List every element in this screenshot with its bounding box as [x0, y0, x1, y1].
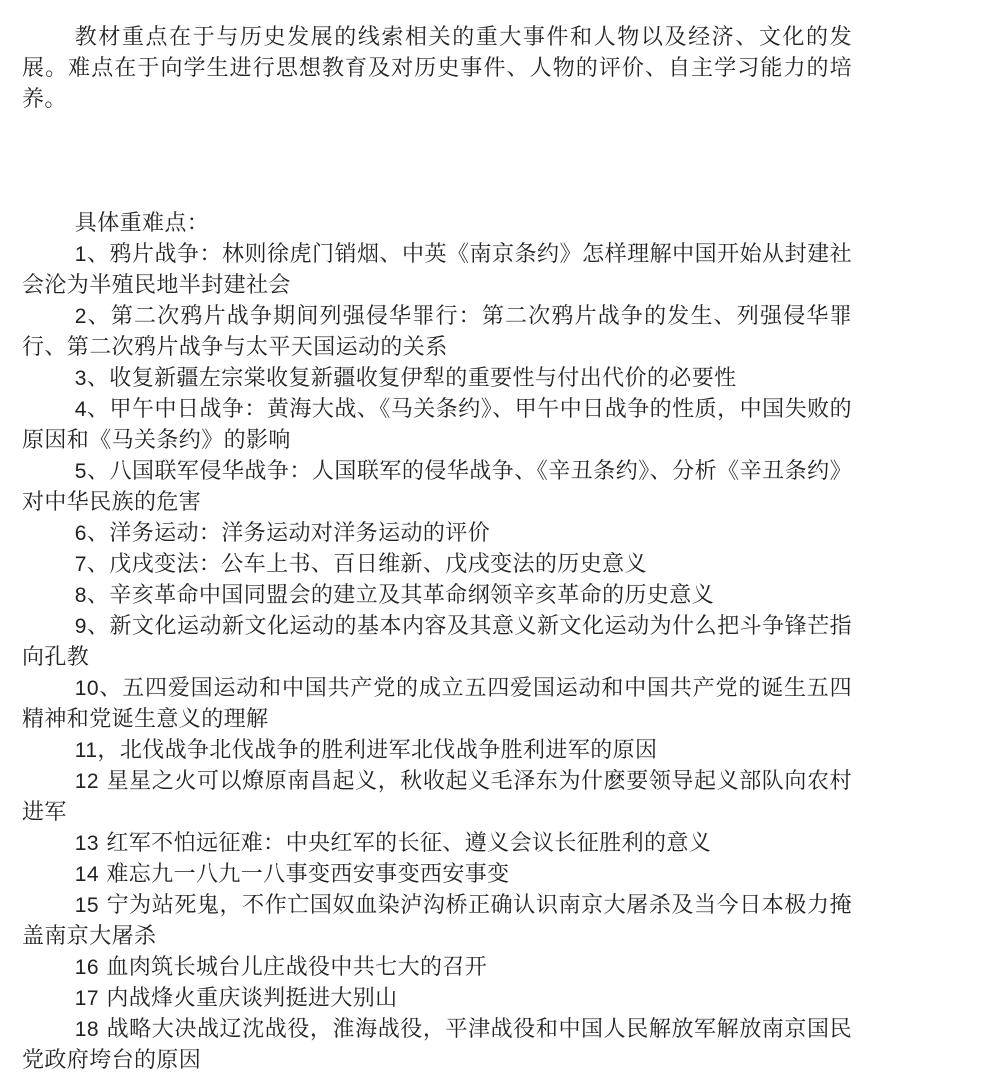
list-item	[22, 549, 852, 580]
item-text: 第二次鸦片战争期间列强侵华罪行：第二次鸦片战争的发生、列强侵华罪行、第二次鸦片战争与太平天国运动的关系	[22, 304, 852, 360]
item-number: 11	[74, 739, 98, 762]
list-item	[22, 1014, 852, 1076]
item-text: 内战烽火重庆谈判挺进大别山	[106, 986, 398, 1011]
item-separator: 、	[86, 366, 110, 391]
list-item	[22, 580, 852, 611]
item-text: 难忘九一八九一八事变西安事变西安事变	[106, 862, 510, 887]
item-number: 17	[74, 987, 99, 1010]
item-separator: 、	[86, 614, 110, 639]
item-text: 北伐战争北伐战争的胜利进军北伐战争胜利进军的原因	[119, 738, 658, 763]
list-item	[22, 611, 852, 673]
list-item	[22, 239, 852, 301]
list-item	[22, 518, 852, 549]
item-number: 16	[74, 956, 99, 979]
item-separator: ，	[97, 738, 120, 763]
list-item	[22, 673, 852, 735]
item-text: 八国联军侵华战争：人国联军的侵华战争、《辛丑条约》、分析《辛丑条约》对中华民族的危害	[22, 459, 852, 515]
list-item	[22, 735, 852, 766]
item-separator: 、	[98, 676, 123, 701]
item-number: 18	[74, 1018, 99, 1041]
item-number: 13	[74, 832, 99, 855]
item-text: 洋务运动：洋务运动对洋务运动的评价	[109, 521, 491, 546]
list-item	[22, 363, 852, 394]
item-number: 12	[74, 770, 99, 793]
item-text: 新文化运动新文化运动的基本内容及其意义新文化运动为什么把斗争锋芒指向孔教	[22, 614, 852, 670]
item-separator: 、	[86, 552, 110, 577]
item-separator	[99, 1017, 107, 1042]
item-separator: 、	[86, 242, 110, 267]
list-item	[22, 890, 852, 952]
list-item	[22, 859, 852, 890]
item-text: 战略大决战辽沈战役，淮海战役，平津战役和中国人民解放军解放南京国民党政府垮台的原因	[22, 1017, 852, 1073]
document-body	[22, 22, 852, 1076]
item-number: 5	[74, 460, 87, 483]
item-text: 宁为站死鬼，不作亡国奴血染泸沟桥正确认识南京大屠杀及当今日本极力掩盖南京大屠杀	[22, 893, 852, 949]
list-item	[22, 952, 852, 983]
list-item	[22, 394, 852, 456]
list-item	[22, 456, 852, 518]
key-points-list	[22, 239, 852, 1076]
item-text: 血肉筑长城台儿庄战役中共七大的召开	[106, 955, 488, 980]
item-text: 鸦片战争：林则徐虎门销烟、中英《南京条约》怎样理解中国开始从封建社会沦为半殖民地半封建社会	[22, 242, 852, 298]
item-separator: 、	[86, 583, 110, 608]
list-item	[22, 301, 852, 363]
blank-space	[22, 115, 852, 208]
item-text: 红军不怕远征难：中央红军的长征、遵义会议长征胜利的意义	[106, 831, 712, 856]
item-number: 15	[74, 894, 99, 917]
item-number: 1	[74, 243, 87, 266]
item-number: 10	[74, 677, 99, 700]
list-item	[22, 766, 852, 828]
item-text: 五四爱国运动和中国共产党的成立五四爱国运动和中国共产党的诞生五四精神和党诞生意义的理解	[22, 676, 852, 732]
item-number: 14	[74, 863, 99, 886]
section-heading: 具体重难点：	[74, 211, 210, 236]
item-number: 9	[74, 615, 87, 638]
item-separator: 、	[86, 459, 110, 484]
item-separator: 、	[86, 304, 111, 329]
intro-paragraph: 教材重点在于与历史发展的线索相关的重大事件和人物以及经济、文化的发展。难点在于向学生进行思想教育及对历史事件、人物的评价、自主学习能力的培养。	[22, 25, 852, 112]
item-number: 3	[74, 367, 87, 390]
item-number: 6	[74, 522, 87, 545]
item-number: 8	[74, 584, 87, 607]
item-text: 甲午中日战争：黄海大战、《马关条约》、甲午中日战争的性质，中国失败的原因和《马关条约》的影响	[22, 397, 852, 453]
list-item	[22, 828, 852, 859]
item-number: 2	[74, 305, 87, 328]
item-text: 星星之火可以燎原南昌起义，秋收起义毛泽东为什麽要领导起义部队向农村进军	[22, 769, 852, 825]
list-item	[22, 983, 852, 1014]
item-number: 4	[74, 398, 87, 421]
item-text: 收复新疆左宗棠收复新疆收复伊犁的重要性与付出代价的必要性	[109, 366, 737, 391]
item-text: 戊戌变法：公车上书、百日维新、戊戌变法的历史意义	[109, 552, 647, 577]
item-number: 7	[74, 553, 87, 576]
item-separator: 、	[86, 521, 110, 546]
item-separator	[99, 893, 107, 918]
item-text: 辛亥革命中国同盟会的建立及其革命纲领辛亥革命的历史意义	[109, 583, 715, 608]
item-separator: 、	[86, 397, 110, 422]
item-separator	[99, 769, 107, 794]
